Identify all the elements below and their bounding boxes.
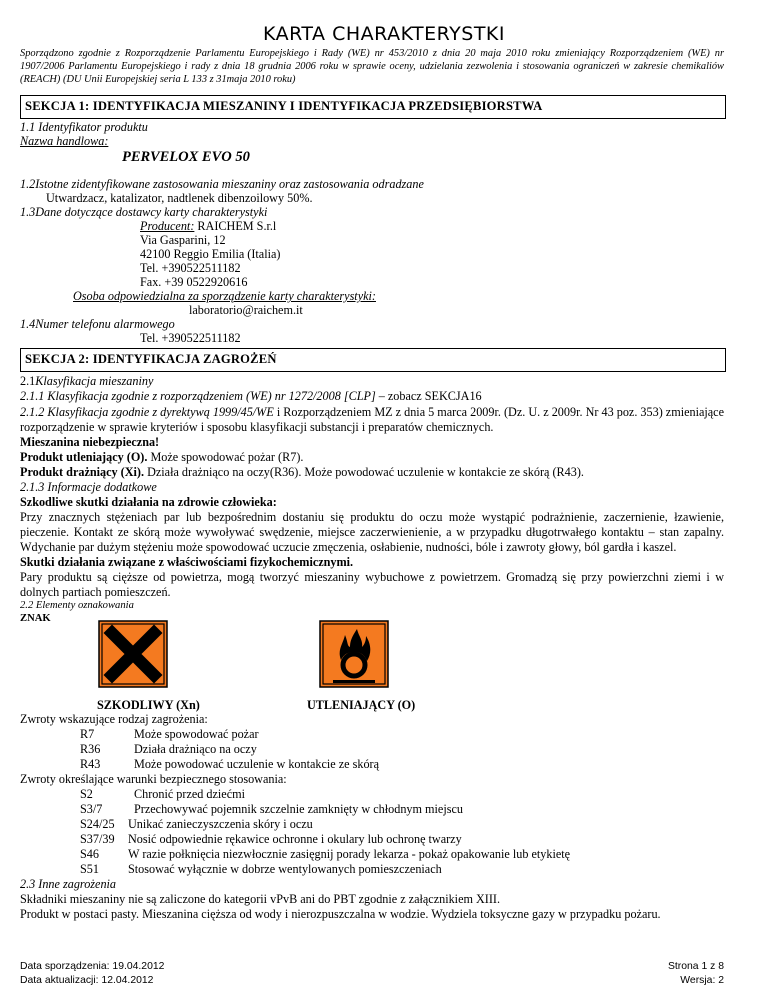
- classification-number: 2.1: [20, 374, 36, 388]
- sign-label: ZNAK: [20, 613, 51, 624]
- section-1-title: SEKCJA 1: IDENTYFIKACJA MIESZANINY I IDENTYFIKACJA PRZEDSIĘBIORSTWA: [25, 99, 543, 113]
- emergency-phone: Tel. +390522511182: [140, 331, 241, 345]
- label-elements-heading: 2.2 Elementy oznakowania: [20, 600, 134, 611]
- health-effects-text: Przy znacznych stężeniach par lub bezpośrednim dostaniu się produktu do oczu może wystąpić podrażnienie, zaczernienie, łzawienie, pieczenie. Kontakt ze skórą może wywoływać swędzenie, miejsce zaczerwienienie, a w przypadku długotrwałego kontaktu – stan zapalny. Wdychanie par dużym stężeniu może spowodować uczucie zmęczenia, osłabienie, nudności, bóle i zawroty głowy, ból gardła i kaszel.: [20, 510, 724, 554]
- trade-name-label: Nazwa handlowa:: [20, 134, 109, 148]
- dsd-text: i Rozporządzeniem MZ z dnia 5 marca 2009r. (Dz. U. z 2009r. Nr 43 poz. 353) zmieniające rozporządzenie w sprawie kryteriów i sposobu klasyfikacji substancji i preparatów chemicznych.: [20, 405, 724, 434]
- harmful-pictogram: [98, 620, 168, 688]
- s-phrase-text: Chronić przed dziećmi: [134, 787, 245, 801]
- oxidising-label: Produkt utleniający (O).: [20, 450, 148, 464]
- r-phrases-heading: Zwroty wskazujące rodzaj zagrożenia:: [20, 712, 208, 726]
- update-date: Data aktualizacji: 12.04.2012: [20, 975, 154, 986]
- oxidiser-base-icon: [333, 680, 375, 683]
- other-hazards-label: 2.3 Inne zagrożenia: [20, 877, 117, 891]
- r-phrase-text: Działa drażniąco na oczy: [134, 742, 257, 756]
- r-phrase-code: R36: [80, 742, 101, 756]
- producer-line: [140, 219, 276, 234]
- oxidising-line: [20, 450, 303, 465]
- r-phrase-code: R7: [80, 727, 95, 741]
- contact-email[interactable]: laboratorio@raichem.it: [189, 303, 303, 317]
- oxidising-pictogram: [319, 620, 389, 688]
- other-hazards-text-1: Składniki mieszaniny nie są zaliczone do kategorii vPvB ani do PBT zgodnie z załącznikiem XIII.: [20, 892, 501, 906]
- clp-reference: – zobacz SEKCJA16: [375, 389, 482, 403]
- s-phrase-code: S46: [80, 847, 99, 861]
- s-phrase-code: S37/39: [80, 832, 115, 846]
- emergency-label: 1.4Numer telefonu alarmowego: [20, 317, 175, 331]
- producer-fax: Fax. +39 0522920616: [140, 275, 248, 289]
- r-phrase-code: R43: [80, 757, 101, 771]
- contact-person-label: Osoba odpowiedzialna za sporządzenie karty charakterystyki:: [73, 289, 376, 303]
- document-version: Wersja: 2: [680, 975, 724, 986]
- uses-label: 1.2Istotne zidentyfikowane zastosowania mieszaniny oraz zastosowania odradzane: [20, 177, 424, 191]
- classification-label: [20, 374, 153, 389]
- dangerous-mixture: Mieszanina niebezpieczna!: [20, 435, 160, 449]
- section-2-header: [20, 348, 726, 372]
- physchem-heading: Skutki działania związane z właściwościami fizykochemicznymi.: [20, 555, 354, 569]
- s-phrase-code: S51: [80, 862, 99, 876]
- irritant-text: Działa drażniąco na oczy(R36). Może powodować uczulenie w kontakcie ze skórą (R43).: [144, 465, 584, 479]
- s-phrase-code: S24/25: [80, 817, 115, 831]
- s-phrase-text: W razie połknięcia niezwłocznie zasięgnij porady lekarza - pokaż opakowanie lub etykietę: [128, 847, 571, 861]
- producer-phone: Tel. +390522511182: [140, 261, 241, 275]
- additional-info-label: 2.1.3 Informacje dodatkowe: [20, 480, 157, 494]
- supplier-label: 1.3Dane dotyczące dostawcy karty charakterystyki: [20, 205, 268, 219]
- oxidising-text: Może spowodować pożar (R7).: [147, 450, 304, 464]
- r-phrase-text: Może spowodować pożar: [134, 727, 259, 741]
- address-city: 42100 Reggio Emilia (Italia): [140, 247, 281, 261]
- address-street: Via Gasparini, 12: [140, 233, 226, 247]
- s-phrase-text: Unikać zanieczyszczenia skóry i oczu: [128, 817, 313, 831]
- classification-title: Klasyfikacja mieszaniny: [35, 374, 154, 388]
- s-phrases-heading: Zwroty określające warunki bezpiecznego stosowania:: [20, 772, 287, 786]
- page-number: Strona 1 z 8: [667, 961, 724, 972]
- oxidising-pict-label: UTLENIAJĄCY (O): [307, 698, 416, 712]
- s-phrase-code: S3/7: [80, 802, 103, 816]
- s-phrase-code: S2: [80, 787, 93, 801]
- product-identifier-label: 1.1 Identyfikator produktu: [20, 120, 148, 134]
- s-phrase-text: Stosować wyłącznie w dobrze wentylowanych pomieszczeniach: [128, 862, 442, 876]
- s-phrase-text: Nosić odpowiednie rękawice ochronne i okulary lub ochronę twarzy: [128, 832, 462, 846]
- product-name: PERVELOX EVO 50: [122, 149, 250, 165]
- s-phrase-text: Przechowywać pojemnik szczelnie zamknięty w chłodnym miejscu: [134, 802, 463, 816]
- harmful-label: SZKODLIWY (Xn): [97, 698, 200, 712]
- producer-label: Producent:: [140, 219, 195, 233]
- regulation-preamble: Sporządzono zgodnie z Rozporządzenie Parlamentu Europejskiego i Rady (WE) nr 453/2010 z dnia 20 maja 2010 roku zmieniający Rozporządzeniem (WE) nr 1907/2006 Parlamentu Europejskiego i rady z dnia 18 grudnia 2006 roku w sprawie oceny, udzielania zezwolenia i stosowania ograniczeń w zakresie chemikaliów (REACH) (DU Unii Europejskiej seria L 133 z 31maja 2010 roku): [20, 48, 724, 85]
- other-hazards-text-2: Produkt w postaci pasty. Mieszanina cięższa od wody i nierozpuszczalna w wodzie. Wydziela toksyczne gazy w przypadku pożaru.: [20, 907, 661, 921]
- clp-classification: [20, 389, 482, 404]
- r-phrase-text: Może powodować uczulenie w kontakcie ze skórą: [134, 757, 380, 771]
- irritant-line: [20, 465, 584, 480]
- uses-text: Utwardzacz, katalizator, nadtlenek dibenzoilowy 50%.: [46, 191, 313, 205]
- section-1-header: [20, 95, 726, 119]
- clp-label: 2.1.1 Klasyfikacja zgodnie z rozporządzeniem (WE) nr 1272/2008 [CLP]: [20, 389, 376, 403]
- document-title: KARTA CHARAKTERYSTKI: [262, 23, 505, 45]
- irritant-label: Produkt drażniący (Xi).: [20, 465, 145, 479]
- health-effects-heading: Szkodliwe skutki działania na zdrowie człowieka:: [20, 495, 277, 509]
- dsd-label: 2.1.2 Klasyfikacja zgodnie z dyrektywą 1999/45/WE: [20, 405, 274, 419]
- creation-date: Data sporządzenia: 19.04.2012: [20, 961, 165, 972]
- dsd-classification: [20, 405, 724, 435]
- physchem-text: Pary produktu są cięższe od powietrza, mogą tworzyć mieszaniny wybuchowe z powietrzem. Gromadzą się przy powierzchni ziemi i w dolnych partiach pomieszczeń.: [20, 570, 724, 599]
- producer-name: RAICHEM S.r.l: [197, 219, 277, 233]
- section-2-title: SEKCJA 2: IDENTYFIKACJA ZAGROŻEŃ: [25, 352, 277, 366]
